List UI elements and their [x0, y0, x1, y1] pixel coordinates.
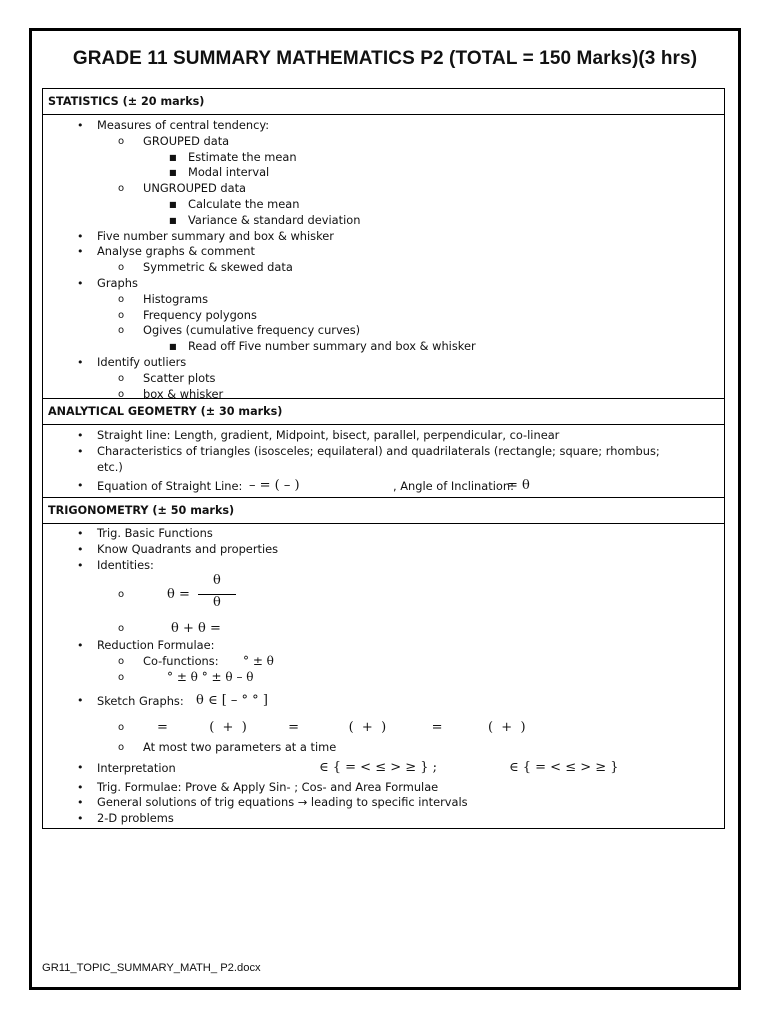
list-item: o Scatter plots	[118, 370, 216, 385]
hollow-bullet-icon: o	[118, 721, 125, 733]
bullet-icon: •	[77, 639, 84, 653]
analytical-geometry-header: ANALYTICAL GEOMETRY (± 30 marks)	[43, 399, 724, 425]
list-item: • Equation of Straight Line: – = ( – ) , Angle of Inclination: = θ	[43, 475, 724, 497]
square-bullet-icon: ■	[169, 168, 177, 178]
list-item: o Symmetric & skewed data	[118, 260, 293, 275]
list-item: o GROUPED data	[118, 133, 230, 148]
bullet-icon: •	[77, 542, 84, 556]
list-item: ■ Variance & standard deviation	[169, 212, 361, 227]
list-item: • Identify outliers	[77, 354, 187, 369]
bullet-icon: •	[77, 276, 84, 290]
list-item: • Interpretation ∈ { = < ≤ > ≥ } ; ∈ { = < ≤ > ≥ }	[43, 756, 724, 780]
hollow-bullet-icon: o	[118, 135, 125, 147]
analytical-geometry-body	[43, 425, 724, 498]
list-item: • 2-D problems	[77, 811, 174, 826]
bullet-icon: •	[77, 355, 84, 369]
list-item: • Identities:	[77, 557, 154, 572]
identity-square: o θ + θ =	[43, 617, 724, 638]
bullet-icon: •	[77, 429, 84, 442]
list-item: o ° ± θ ° ± θ – θ	[118, 669, 254, 684]
list-item: o Co-functions: ° ± θ	[118, 654, 274, 669]
square-bullet-icon: ■	[169, 199, 177, 209]
bullet-icon: •	[77, 479, 84, 493]
hollow-bullet-icon: o	[118, 589, 125, 601]
list-item: o Histograms	[118, 291, 209, 306]
list-item: ■ Calculate the mean	[169, 196, 300, 211]
list-item: ■ Estimate the mean	[169, 149, 297, 164]
inclination-formula: = θ	[507, 478, 530, 494]
list-item: ■ Read off Five number summary and box & whisker	[169, 339, 476, 354]
list-item: etc.)	[97, 459, 123, 474]
list-item: • Sketch Graphs: θ ∈ [ – ° ° ]	[43, 686, 724, 714]
hollow-bullet-icon: o	[118, 671, 125, 683]
list-item: o Frequency polygons	[118, 307, 257, 322]
bullet-icon: •	[77, 780, 84, 794]
hollow-bullet-icon: o	[118, 183, 125, 195]
list-item: o At most two parameters at a time	[118, 739, 337, 754]
hollow-bullet-icon: o	[118, 262, 125, 274]
trigonometry-body	[43, 524, 724, 829]
list-item: • Know Quadrants and properties	[77, 541, 279, 556]
list-item: o Ogives (cumulative frequency curves)	[118, 323, 361, 338]
numerator: θ	[213, 573, 221, 589]
list-item: • Trig. Basic Functions	[77, 526, 213, 540]
list-item: • Reduction Formulae:	[77, 638, 215, 653]
list-item: • Characteristics of triangles (isosceles; equilateral) and quadrilaterals (rectangle; square; rhombus;	[77, 443, 660, 458]
document-title: GRADE 11 SUMMARY MATHEMATICS P2 (TOTAL = 150 Marks)(3 hrs)	[72, 48, 698, 69]
list-item: ■ Modal interval	[169, 165, 270, 180]
hollow-bullet-icon: o	[118, 741, 125, 753]
hollow-bullet-icon: o	[118, 623, 125, 635]
statistics-body	[43, 115, 724, 399]
hollow-bullet-icon: o	[118, 388, 125, 400]
bullet-icon: •	[77, 760, 84, 774]
hollow-bullet-icon: o	[118, 325, 125, 337]
bullet-icon: •	[77, 527, 84, 540]
square-bullet-icon: ■	[169, 342, 177, 352]
footer-filename: GR11_TOPIC_SUMMARY_MATH_ P2.docx	[42, 962, 261, 974]
list-item: o UNGROUPED data	[118, 181, 247, 196]
hollow-bullet-icon: o	[118, 293, 125, 305]
identity-quotient: o θ = θ θ	[43, 573, 724, 617]
summary-table	[42, 88, 725, 829]
bullet-icon: •	[77, 245, 84, 259]
bullet-icon: •	[77, 558, 84, 572]
hollow-bullet-icon: o	[118, 372, 125, 384]
hollow-bullet-icon: o	[118, 656, 125, 668]
list-item: • Analyse graphs & comment	[77, 244, 255, 259]
bullet-icon: •	[77, 119, 84, 132]
graph-forms: o = ( + ) = ( + ) = ( + )	[43, 714, 724, 740]
equation-formula: – = ( – )	[249, 478, 300, 494]
list-item: o box & whisker	[118, 386, 224, 401]
list-item: • Graphs	[77, 275, 138, 290]
bullet-icon: •	[77, 693, 84, 707]
bullet-icon: •	[77, 812, 84, 826]
list-item: • Straight line: Length, gradient, Midpoint, bisect, parallel, perpendicular, co-linear	[77, 428, 560, 442]
square-bullet-icon: ■	[169, 152, 177, 162]
list-item: • Five number summary and box & whisker	[77, 228, 334, 243]
square-bullet-icon: ■	[169, 215, 177, 225]
bullet-icon: •	[77, 444, 84, 458]
trigonometry-header: TRIGONOMETRY (± 50 marks)	[43, 498, 724, 524]
list-item: • Measures of central tendency:	[77, 118, 270, 132]
denominator: θ	[213, 595, 221, 611]
list-item: • General solutions of trig equations → leading to specific intervals	[77, 795, 468, 810]
hollow-bullet-icon: o	[118, 309, 125, 321]
bullet-icon: •	[77, 796, 84, 810]
statistics-header: STATISTICS (± 20 marks)	[43, 89, 724, 115]
bullet-icon: •	[77, 229, 84, 243]
list-item: • Trig. Formulae: Prove & Apply Sin- ; Cos- and Area Formulae	[77, 779, 439, 794]
